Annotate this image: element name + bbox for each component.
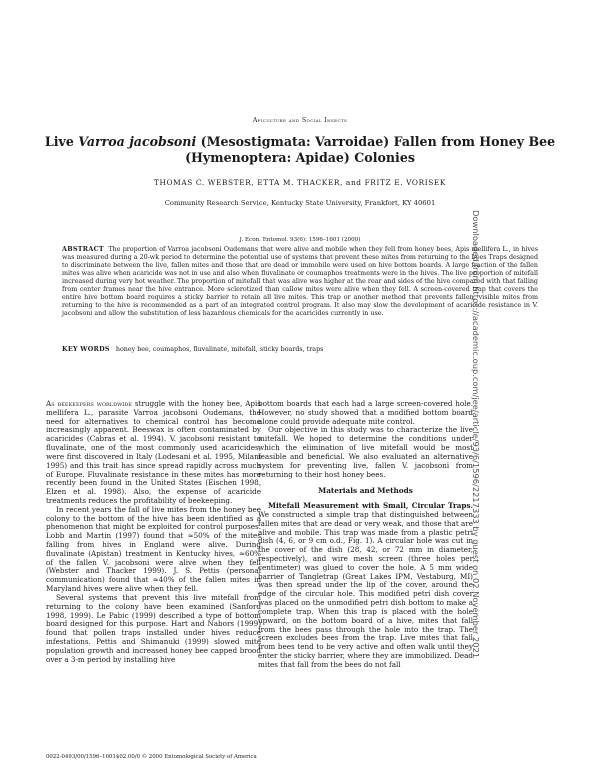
abstract-text: The proportion of Varroa jacobsoni Oudemans that were alive and mobile when they fell from honey bees, Apis mellifera L., in hives was measured during a 20-wk period to determine the potential use of systems that prevent these mites from returning to the bees Traps designed to discriminate between the live, fallen mites and those that are dead or immobile were used on hive bottom boards. A large fraction of the fallen mites was alive when acaricide was not in use and also when fluvalinate or coumaphos treatments were in the hives. The live proportion of mitefall increased during very hot weather. The proportion of mitefall that was alive was higher at the rear and sides of the hive compared with that falling from center frames near the hive entrance. More sclerotized than callow mites were alive when they fell. A screen-covered trap that covers the entire hive bottom board requires a sticky barrier to retain all live mites. This trap or another method that prevents fallen, visible mites from returning to the hive is recommended as a part of an integrated control program. It also may slow the development of acaricide resistance in V. jacobsoni and allow the substitution of less hazardous chemicals for the acaricides currently in use. [62,246,539,318]
paragraph-text: We constructed a simple trap that distinguished between fallen mites that are dead or very weak, and those that are alive and mobile. This trap was made from a plastic petri dish (4, 6, or 9 cm o.d., Fig. 1). A circular hole was cut in the cover of the dish (28, 42, or 72 mm in diameter, respectively), and wire mesh screen (three holes per centimeter) was glued to cover the hole. A 5 mm wide barrier of Tangletrap (Great Lakes IPM, Vestaburg, MI) was then spread under the lip of the cover, around the edge of the circular hole. This modified petri dish cover was placed on the unmodified petri dish bottom to make a complete trap. When this trap is placed with the hole upward, on the bottom board of a hive, mites that fall from the bees pass through the hole into the trap. The screen excludes bees from the trap. Live mites that fall from bees tend to be very active and often walk until they enter the sticky barrier, where they are immobilized. Dead mites that fall from the bees do not fall [258,509,473,669]
keywords-text: honey bee, coumaphos, fluvalinate, mitefall, sticky boards, traps [115,346,324,353]
paragraph [46,400,261,506]
affiliation: Community Research Service, Kentucky State University, Frankfort, KY 40601 [164,199,436,207]
paragraph: bottom boards that each had a large screen-covered hole. However, no study showed that a modified bottom board alone could provide adequate mite control. [258,399,473,426]
section-label: Apiculture and Social Insects [252,117,348,124]
keywords-label: KEY WORDS [62,346,110,353]
title-part-1: Live [44,134,79,149]
author-list: THOMAS C. WEBSTER, ETTA M. THACKER, and FRITZ E. VORISEK [153,178,447,187]
paragraph: Our objective in this study was to characterize the live mitefall. We hoped to determine the conditions under which the elimination of live mitefall would be most feasible and beneficial. We also evaluated an alternative system for preventing live, fallen V. jacobsoni from returning to their host honey bees. [258,425,473,479]
download-watermark: Downloaded from https://academic.oup.com/jee/article/93/6/1596/2217333 by guest on 02 November 2021 [471,210,481,659]
title-part-2: (Mesostigmata: Varroidae) Fallen from Honey Bee (Hymenoptera: Apidae) Colonies [185,134,556,165]
abstract-label: ABSTRACT [62,246,104,253]
paragraph [258,502,473,669]
section-heading: Materials and Methods [318,486,413,496]
subsection-heading: Mitefall Measurement with Small, Circular Traps. [268,501,473,511]
keywords [62,346,538,353]
paragraph-text: struggle with the honey bee, Apis mellifera L., parasite Varroa jacobsoni Oudemans, the need for alternatives to chemical control has become increasingly apparent. Beeswax is often contaminated by acaricides (Cabras et al. 1994). V. jacobsoni resistant to fluvalinate, one of the most commonly used acaricides, were first discovered in Italy (Lodesani et al. 1995, Milani 1995) and this trait has since spread rapidly across much of Europe. Fluvalinate resistance in these mites has more recently been found in the United States (Eischen 1998, Elzen et al. 1998). Also, the expense of acaricide treatments reduces the profitability of beekeeping. [46,399,261,505]
article-title [40,134,560,166]
left-column [46,400,261,664]
abstract [62,246,538,318]
right-column [258,400,473,670]
citation: J. Econ. Entomol. 93(6): 1596–1601 (2000) [239,237,361,243]
paragraph: In recent years the fall of live mites from the honey bee colony to the bottom of the hive has been identified as a phenomenon that might be exploited for control purposes. Lobb and Martin (1997) found that ≈50% of the mites falling from hives in England were alive. During fluvalinate (Apistan) treatment in Kentucky hives, ≈60% of the fallen V. jacobsoni were alive when they fell (Webster and Thacker 1999). J. S. Pettis (personal communication) found that ≈40% of the fallen mites in Maryland hives were alive when they fell. [46,504,261,594]
lead-in: As beekeepers worldwide [46,399,132,408]
paragraph: Several systems that prevent this live mitefall from returning to the colony have been examined (Sanford 1998, 1999). Le Pabic (1999) described a type of bottom board designed for this purpose. Hart and Nabors (1999) found that pollen traps installed under hives reduce infestations. Pettis and Shimanuki (1999) slowed mite population growth and increased honey bee capped brood over a 3-m period by installing hive [46,592,261,664]
copyright-footer: 0022-0493/00/1596–1601$02.00/0 © 2000 Entomological Society of America [46,754,257,760]
title-species: Varroa jacobsoni [78,134,197,149]
